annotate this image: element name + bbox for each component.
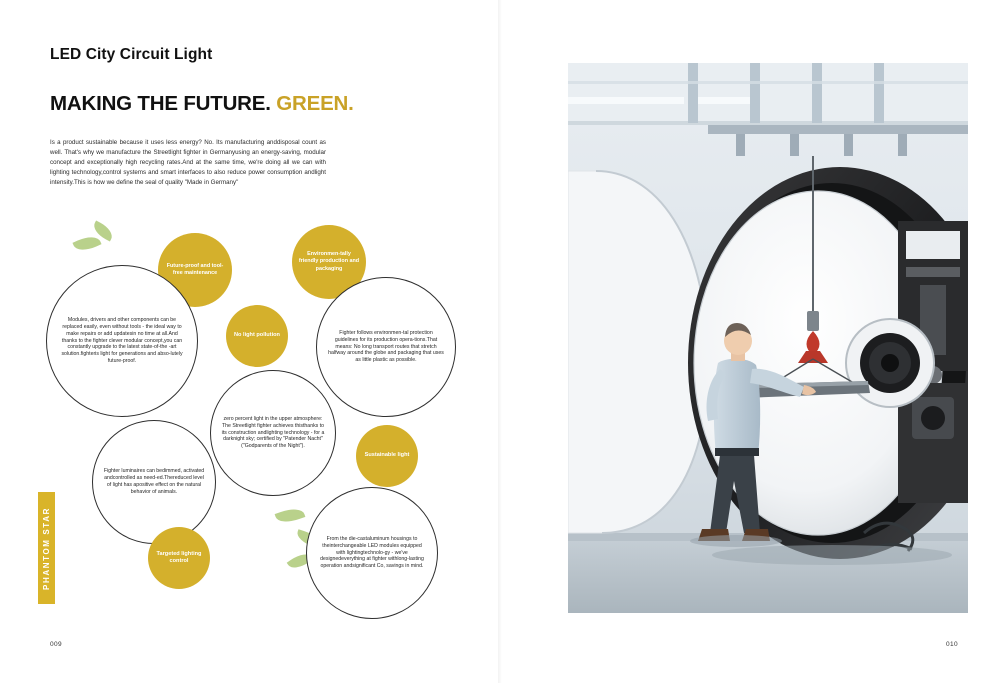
bubble-label: Targeted lighting control	[156, 550, 202, 564]
headline-main: MAKING THE FUTURE.	[50, 92, 277, 115]
photo-illustration	[568, 63, 968, 613]
leaf-icon	[275, 505, 306, 527]
bubble-label: No light pollution	[234, 332, 280, 339]
bubble-label: Fighter luminaires can bedimmed, activated andcontrolled as need-ed.Thereduced level of light has apositive effect on the natural behavior of animals.	[103, 468, 205, 495]
bubble-no-light-pollution	[226, 305, 288, 367]
bubble-die-cast-aluminum	[306, 487, 438, 619]
page-right	[500, 0, 1000, 683]
sustainability-bubble-diagram	[30, 215, 490, 615]
bubble-label: Environmen-tally friendly production and packaging	[298, 251, 360, 272]
bubble-fighter-follows	[316, 277, 456, 417]
headline-accent: GREEN.	[276, 92, 354, 115]
page-kicker: LED City Circuit Light	[50, 46, 213, 63]
bubble-label: Future-proof and tool-free maintenance	[166, 262, 224, 276]
bubble-label: From the die-castaluminum housings to theinterchangeable LED modules equipped with lightingtechnolo-gy - we've designedeverything at fighter withlong-lasting operation andsignificant Co, savings in mind.	[320, 535, 424, 570]
bubble-label: Modules, drivers and other components can be replaced easily, even without tools - the ideal way to make repairs or add updatesin no time at all.And thanks to the fighter clever modular concept,you can constantly upgrade to the latest state-of-the -art solution.fighteris light for generations and abso-lutely future-proof.	[61, 316, 183, 365]
bubble-modules-drivers	[46, 265, 198, 417]
bubble-zero-percent	[210, 370, 336, 496]
intro-paragraph: Is a product sustainable because it uses less energy? No. Its manufacturing anddisposal count as well. That's why we manufacture the Streetlight fighter in Germanyusing an energy-saving, modular concept and exceptionally high recycling rates.And at the same time, we're doing all we can with lighting technology,control systems and smart interfaces to also reduce power consumption andlight intensity.This is how we define the seal of quality "Made in Germany"	[50, 139, 326, 187]
bubble-fighter-luminaires	[92, 420, 216, 544]
bubble-targeted-lighting-control	[148, 527, 210, 589]
folio-left: 009	[50, 641, 63, 648]
leaf-icon	[72, 232, 101, 254]
page-title	[50, 92, 354, 116]
bubble-label: zero percent light in the upper atmosphere: The Streetlight fighter achieves thisthanks to its construction andlighting technology - for a darknight sky; certified by "Patender Nacht" ("Godparents of the Night").	[221, 415, 325, 450]
product-photo	[568, 63, 968, 613]
bubble-label: Fighter follows environmen-tal protection guidelines for its production opera-tions.That means: No long transport routes that stretch halfway around the globe and packaging that uses as little plastic as possible.	[328, 329, 444, 364]
bubble-label: Sustainable light	[364, 452, 410, 459]
folio-right: 010	[945, 641, 958, 648]
section-tab-label: PHANTOM STAR	[42, 506, 51, 590]
bubble-sustainable-light	[356, 425, 418, 487]
